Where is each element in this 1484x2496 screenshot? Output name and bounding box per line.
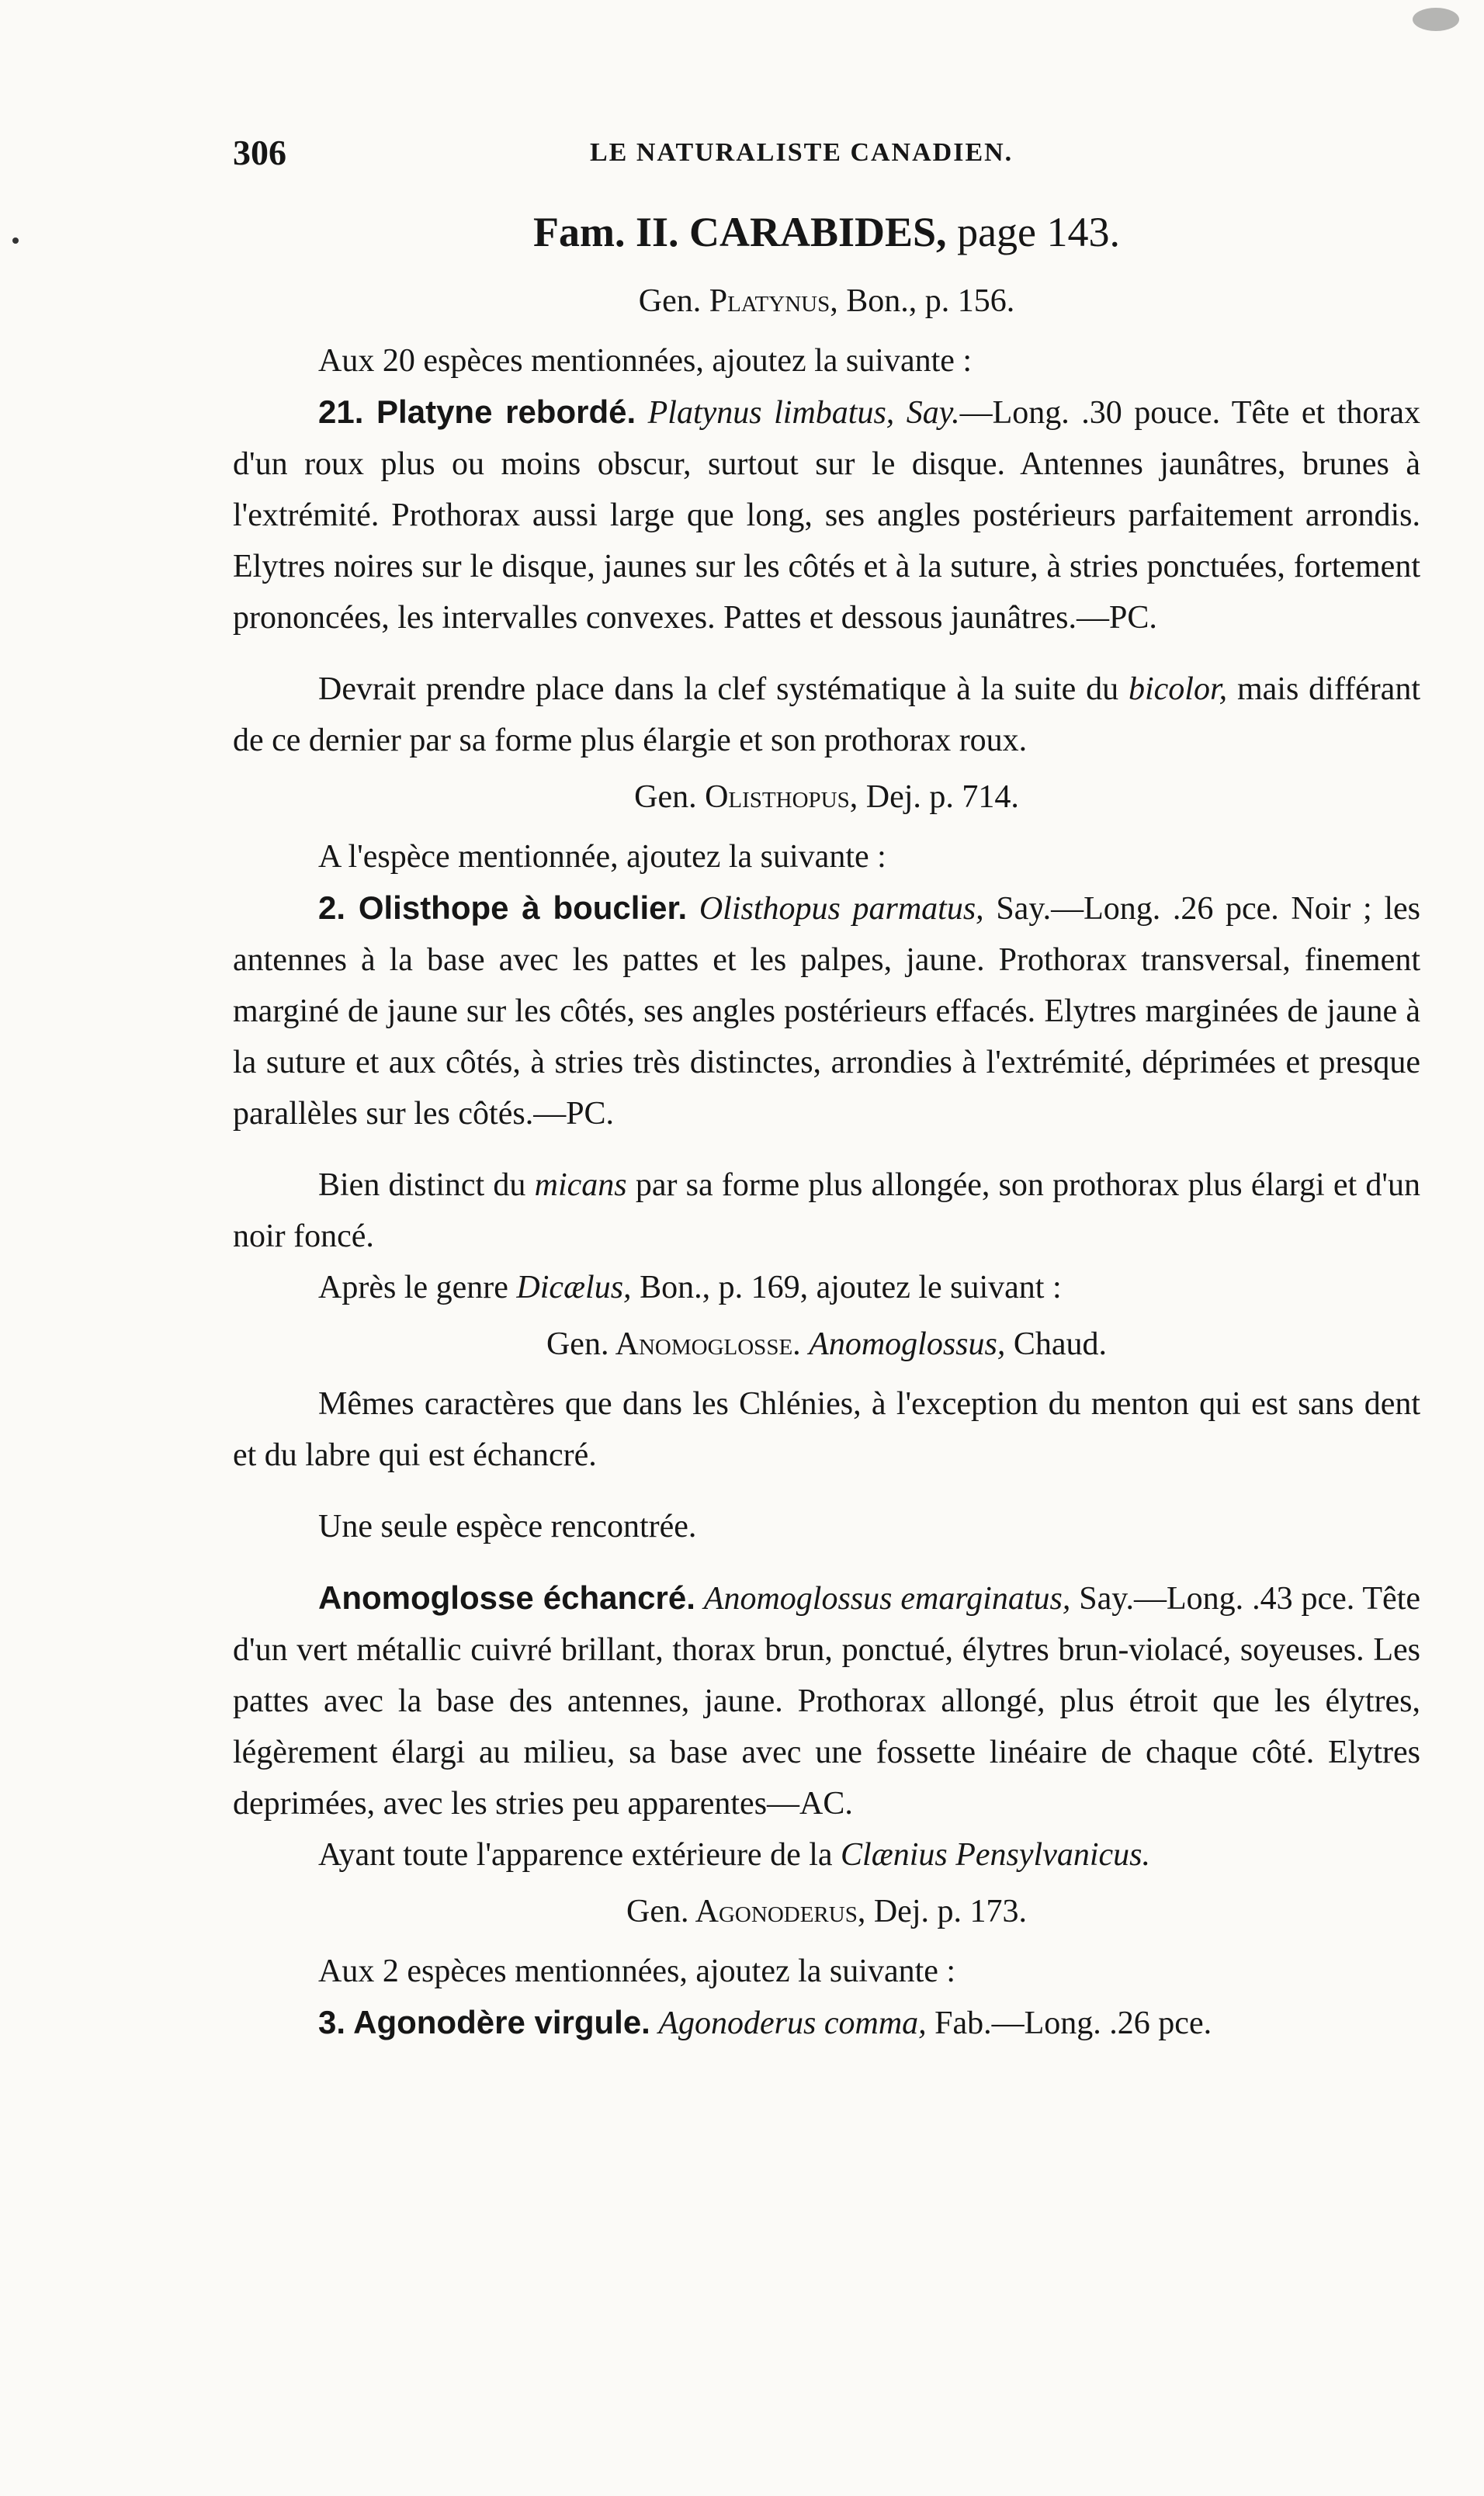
intro-paragraph: Aux 2 espèces mentionnées, ajoutez la suivante : [318,1953,956,1989]
genus-prefix: Gen. [634,779,697,815]
note-scientific-name: micans [534,1167,627,1203]
note-text: par sa forme plus allongée, son prothorax plus élargi et d'un noir foncé. [233,1167,1420,1254]
genus-prefix: Gen. [626,1894,689,1929]
species-name: 2. Olisthope à bouclier. [318,889,688,926]
species-scientific-name: Olisthopus parmatus, [699,891,984,927]
after-genus-paragraph [233,1262,1420,1313]
genus-name: Olisthopus [705,779,850,815]
note-text: Devrait prendre place dans la clef systématique à la suite du [318,671,1129,707]
ink-speck [1413,8,1459,31]
page-content [233,132,1420,2049]
note-scientific-name: Dicælus, [516,1270,632,1305]
family-page: page 143. [957,209,1120,255]
running-title: LE NATURALISTE CANADIEN. [590,138,1014,167]
genus-scientific-name: Anomoglossus, [809,1326,1006,1362]
species-description: Say.—Long. .26 pce. Noir ; les antennes à la base avec les pattes et les palpes, jaune. Prothorax transversal, finement marginé de jaune sur les côtés, ses angles postérieurs effacés. Elytres marginées de jaune à la suture et aux côtés, à stries très distinctes, arrondies à l'extrémité, déprimées et presque parallèles sur les côtés.—PC. [233,891,1421,1132]
page-number: 306 [233,133,286,172]
species-note [233,664,1420,766]
genus-heading-platynus [233,283,1420,320]
intro-paragraph: Aux 20 espèces mentionnées, ajoutez la suivante : [318,343,973,379]
note-text: Après le genre [318,1270,517,1305]
note-text: Bien distinct du [318,1167,535,1203]
species-name: 3. Agonodère virgule. [318,2004,650,2040]
genus-ref: , Dej. p. 173. [857,1894,1027,1929]
species-description: —Long. .30 pouce. Tête et thorax d'un roux plus ou moins obscur, surtout sur le disque. Antennes jaunâtres, brunes à l'extrémité. Prothorax aussi large que long, ses angles postérieurs parfaitement arrondis. Elytres noires sur le disque, jaunes sur les côtés et à la suture, à stries ponctuées, fortement prononcées, les intervalles convexes. Pattes et dessous jaunâtres.—PC. [233,395,1420,636]
species-scientific-name: Anomoglossus emarginatus, [703,1581,1071,1617]
genus-prefix: Gen. [546,1326,609,1362]
species-note [233,1829,1420,1881]
genus-prefix: Gen. [638,283,702,319]
note-text: Ayant toute l'apparence extérieure de la [318,1837,841,1873]
genus-heading-agonoderus [233,1893,1420,1930]
species-description: Fab.—Long. .26 pce. [926,2005,1212,2041]
note-text: Bon., p. 169, ajoutez le suivant : [631,1270,1062,1305]
genus-name: Agonoderus [695,1894,858,1929]
genus-ref: Chaud. [1005,1326,1108,1362]
species-note [233,1160,1420,1262]
genus-heading-olisthopus [233,778,1420,816]
genus-ref: , Bon., p. 156. [830,283,1015,319]
species-name: Anomoglosse échancré. [318,1579,695,1616]
note-text: mais différant de ce dernier par sa forme plus élargie et son prothorax roux. [233,671,1420,758]
species-entry-platyne [233,387,1420,643]
family-label: Fam. II. CARABIDES, [532,209,947,255]
species-entry-agonodere [233,1997,1420,2049]
single-species-note: Une seule espèce rencontrée. [318,1509,697,1544]
species-entry-anomoglosse [233,1572,1420,1829]
genus-name: Anomoglosse. [615,1326,801,1362]
species-entry-olisthope [233,882,1420,1139]
note-scientific-name: bicolor, [1128,671,1228,707]
genus-description: Mêmes caractères que dans les Chlénies, à l'exception du menton qui est sans dent et du labre qui est échancré. [233,1386,1420,1473]
species-scientific-name: Agonoderus comma, [658,2005,927,2041]
species-scientific-name: Platynus limbatus, Say. [647,395,960,431]
ink-speck [12,237,19,244]
intro-paragraph: A l'espèce mentionnée, ajoutez la suivante : [318,839,886,875]
genus-heading-anomoglossus [233,1326,1420,1363]
species-description: Say.—Long. .43 pce. Tête d'un vert métallic cuivré brillant, thorax brun, ponctué, élytres brun-violacé, soyeuses. Les pattes avec la base des antennes, jaune. Prothorax allongé, plus étroit que les élytres, légèrement élargi au milieu, sa base avec une fossette linéaire de chaque côté. Elytres deprimées, avec les stries peu apparentes—AC. [233,1581,1421,1822]
species-name: 21. Platyne rebordé. [318,393,636,430]
genus-ref: , Dej. p. 714. [849,779,1019,815]
running-header [233,132,1420,194]
family-heading [233,208,1420,256]
genus-name: Platynus [709,283,830,319]
note-scientific-name: Clænius Pensylvanicus. [841,1837,1150,1873]
